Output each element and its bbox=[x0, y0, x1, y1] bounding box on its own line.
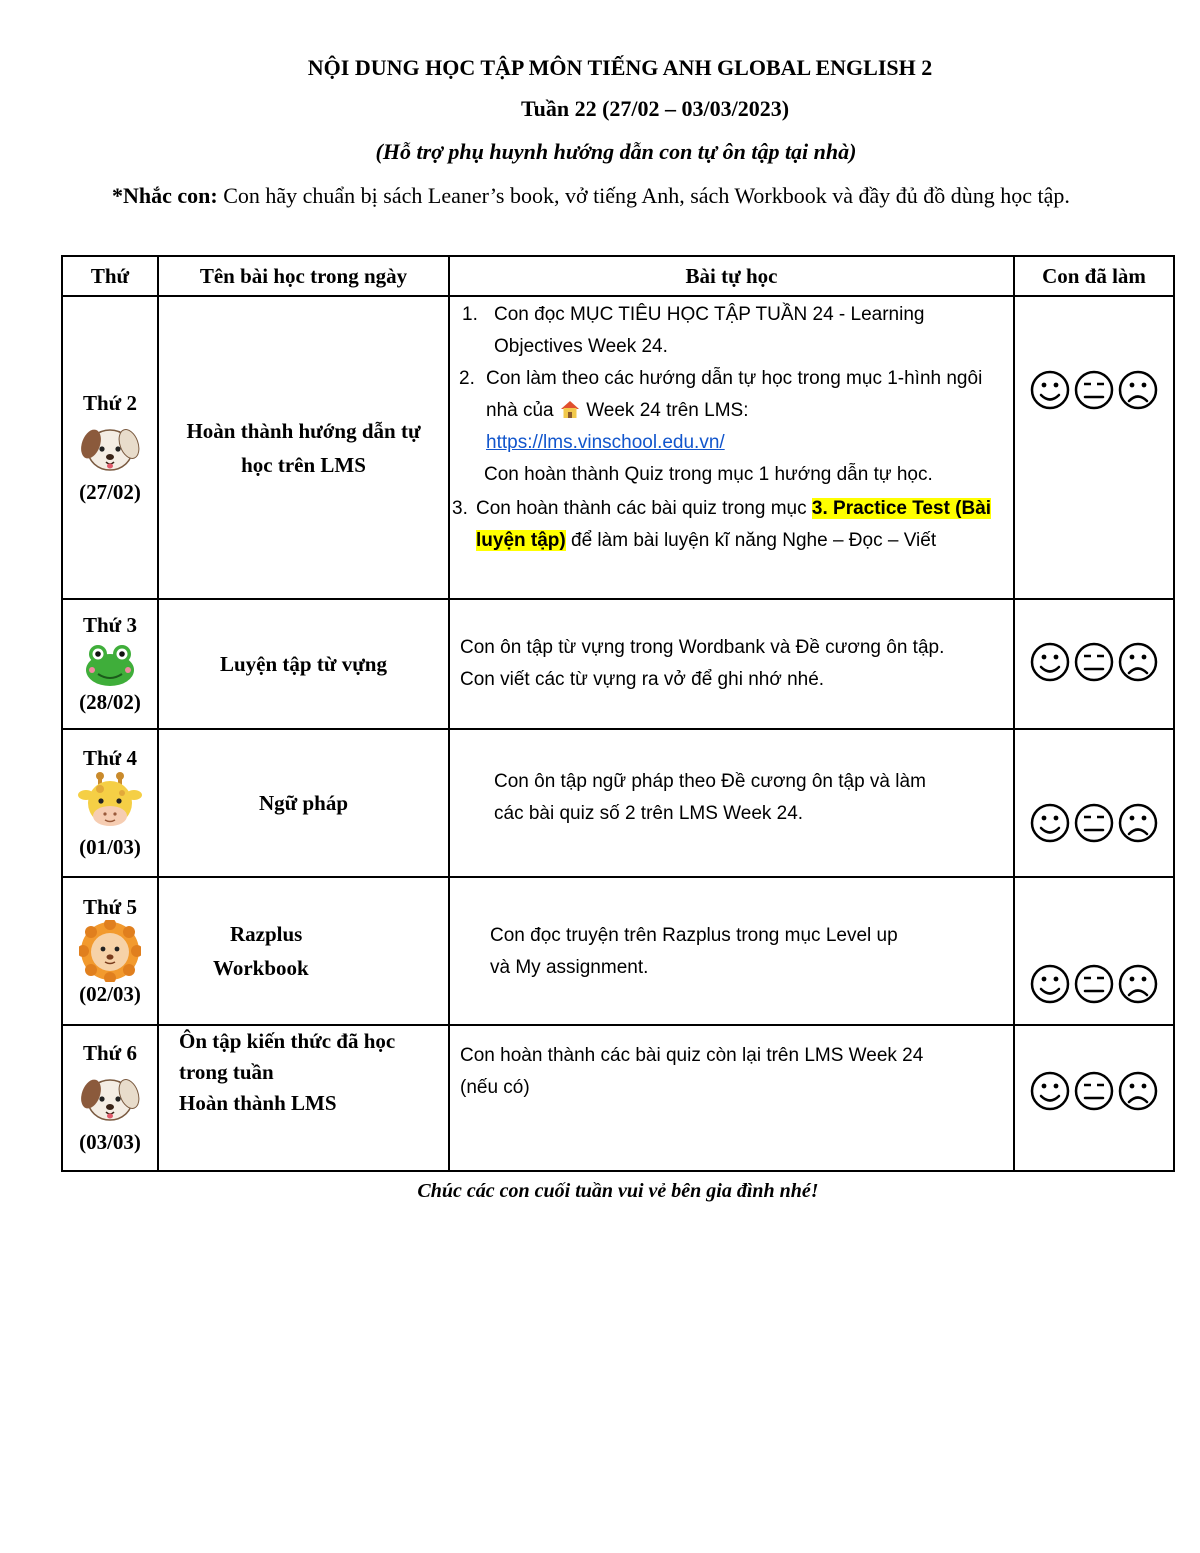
day-cell bbox=[62, 729, 158, 877]
day-date: (02/03) bbox=[79, 982, 141, 1006]
lesson-title: Ôn tập kiến thức đã học bbox=[179, 1029, 396, 1053]
smile-face-icon[interactable] bbox=[1032, 644, 1068, 680]
puppy-icon bbox=[78, 1066, 142, 1130]
task-text: Con đọc truyện trên Razplus trong mục Level up bbox=[490, 925, 898, 946]
smile-face-icon[interactable] bbox=[1032, 372, 1068, 408]
self-study-cell bbox=[449, 599, 1014, 729]
table-row bbox=[62, 296, 1174, 599]
day-name: Thứ 4 bbox=[82, 746, 138, 770]
sad-face-icon[interactable] bbox=[1120, 644, 1156, 680]
day-date: (01/03) bbox=[79, 835, 141, 859]
lesson-title: trong tuần bbox=[179, 1060, 274, 1084]
lesson-title: Ngữ pháp bbox=[258, 791, 349, 815]
smile-face-icon[interactable] bbox=[1032, 1073, 1068, 1109]
table-row bbox=[62, 877, 1174, 1025]
task-text: Week 24 trên LMS: bbox=[586, 400, 749, 421]
day-name: Thứ 3 bbox=[82, 613, 138, 637]
day-date: (03/03) bbox=[79, 1130, 141, 1154]
day-cell bbox=[62, 599, 158, 729]
table-header-row bbox=[62, 256, 1174, 296]
lms-link[interactable]: https://lms.vinschool.edu.vn/ bbox=[486, 432, 725, 453]
page-title: NỘI DUNG HỌC TẬP MÔN TIẾNG ANH GLOBAL ENGLISH 2 bbox=[307, 55, 933, 80]
day-cell bbox=[62, 1025, 158, 1171]
sad-face-icon[interactable] bbox=[1120, 372, 1156, 408]
task-text: Con đọc MỤC TIÊU HỌC TẬP TUẦN 24 - Learning Objectives Week 24. bbox=[494, 304, 925, 357]
day-name: Thứ 5 bbox=[82, 895, 138, 919]
day-date: (28/02) bbox=[79, 690, 141, 714]
puppy-icon bbox=[78, 416, 142, 480]
table-row bbox=[62, 729, 1174, 877]
neutral-face-icon[interactable] bbox=[1076, 644, 1112, 680]
day-name: Thứ 2 bbox=[82, 390, 138, 415]
done-cell bbox=[1014, 877, 1174, 1025]
reminder bbox=[112, 176, 1102, 216]
task-item bbox=[450, 363, 1013, 491]
self-study-cell bbox=[449, 877, 1014, 1025]
reminder-text: Con hãy chuẩn bị sách Leaner’s book, vở tiếng Anh, sách Workbook và đầy đủ đồ dùng học tập. bbox=[217, 183, 1070, 208]
done-cell bbox=[1014, 296, 1174, 599]
day-cell bbox=[62, 296, 158, 599]
task-text: Con làm theo các hướng dẫn tự học trong mục 1-hình ngôi nhà của bbox=[486, 368, 983, 421]
done-cell bbox=[1014, 1025, 1174, 1171]
sad-face-icon[interactable] bbox=[1120, 966, 1156, 1002]
face-group bbox=[1029, 802, 1159, 844]
face-group bbox=[1029, 1070, 1159, 1112]
task-text: Con hoàn thành Quiz trong mục 1 hướng dẫn tự học. bbox=[484, 464, 933, 485]
face-group bbox=[1029, 641, 1159, 683]
neutral-face-icon[interactable] bbox=[1076, 805, 1112, 841]
task-text: các bài quiz số 2 trên LMS Week 24. bbox=[494, 803, 804, 824]
neutral-face-icon[interactable] bbox=[1076, 1073, 1112, 1109]
task-number: 1. bbox=[462, 304, 478, 325]
self-study-cell bbox=[449, 296, 1014, 599]
self-study-cell bbox=[449, 1025, 1014, 1171]
smile-face-icon[interactable] bbox=[1032, 805, 1068, 841]
day-date: (27/02) bbox=[79, 479, 141, 504]
neutral-face-icon[interactable] bbox=[1076, 966, 1112, 1002]
house-icon bbox=[559, 399, 581, 419]
done-cell bbox=[1014, 729, 1174, 877]
header-day: Thứ bbox=[62, 256, 158, 296]
self-study-cell bbox=[449, 729, 1014, 877]
task-text: Con ôn tập từ vựng trong Wordbank và Đề cương ôn tập. bbox=[460, 637, 945, 658]
giraffe-icon bbox=[78, 771, 142, 835]
closing-message: Chúc các con cuối tuần vui vẻ bên gia đình nhé! bbox=[417, 1180, 819, 1202]
neutral-face-icon[interactable] bbox=[1076, 372, 1112, 408]
lesson-cell bbox=[158, 877, 449, 1025]
lesson-title: Razplus bbox=[230, 922, 303, 946]
task-item bbox=[450, 299, 1013, 363]
study-plan-table bbox=[61, 255, 1175, 1172]
task-text: và My assignment. bbox=[490, 957, 649, 978]
lesson-cell bbox=[158, 729, 449, 877]
sad-face-icon[interactable] bbox=[1120, 1073, 1156, 1109]
frog-icon bbox=[82, 638, 138, 690]
header-lesson: Tên bài học trong ngày bbox=[158, 256, 449, 296]
sad-face-icon[interactable] bbox=[1120, 805, 1156, 841]
table-row bbox=[62, 599, 1174, 729]
smile-face-icon[interactable] bbox=[1032, 966, 1068, 1002]
lesson-title: Workbook bbox=[213, 956, 309, 980]
task-text: Con hoàn thành các bài quiz trong mục bbox=[476, 498, 807, 519]
day-cell bbox=[62, 877, 158, 1025]
practice-test-highlight: 3. Practice Test (Bài luyện tập) bbox=[476, 498, 992, 551]
lesson-title: Hoàn thành LMS bbox=[179, 1091, 337, 1115]
lesson-title: Hoàn thành hướng dẫn tự học trên LMS bbox=[186, 418, 421, 477]
header-self-study: Bài tự học bbox=[449, 256, 1014, 296]
support-note: (Hỗ trợ phụ huynh hướng dẫn con tự ôn tập tại nhà) bbox=[375, 139, 857, 164]
face-group bbox=[1029, 369, 1159, 411]
task-number: 2. bbox=[459, 368, 475, 389]
table-row bbox=[62, 1025, 1174, 1171]
task-text: (nếu có) bbox=[460, 1077, 530, 1098]
lesson-cell bbox=[158, 599, 449, 729]
lesson-cell bbox=[158, 296, 449, 599]
task-text: Con hoàn thành các bài quiz còn lại trên LMS Week 24 bbox=[460, 1045, 924, 1066]
task-item bbox=[450, 493, 1013, 557]
face-group bbox=[1029, 963, 1159, 1005]
task-number: 3. bbox=[452, 498, 468, 519]
task-text: để làm bài luyện kĩ năng Nghe – Đọc – Viết bbox=[571, 530, 937, 551]
lesson-cell bbox=[158, 1025, 449, 1171]
lion-icon bbox=[79, 920, 141, 982]
task-text: Con viết các từ vựng ra vở để ghi nhớ nhé. bbox=[460, 669, 825, 690]
lesson-title: Luyện tập từ vựng bbox=[220, 652, 387, 676]
day-name: Thứ 6 bbox=[82, 1041, 138, 1065]
header-done: Con đã làm bbox=[1014, 256, 1174, 296]
week-range: Tuần 22 (27/02 – 03/03/2023) bbox=[520, 96, 790, 121]
task-text: Con ôn tập ngữ pháp theo Đề cương ôn tập và làm bbox=[494, 771, 926, 792]
done-cell bbox=[1014, 599, 1174, 729]
reminder-label: *Nhắc con: bbox=[112, 183, 218, 208]
